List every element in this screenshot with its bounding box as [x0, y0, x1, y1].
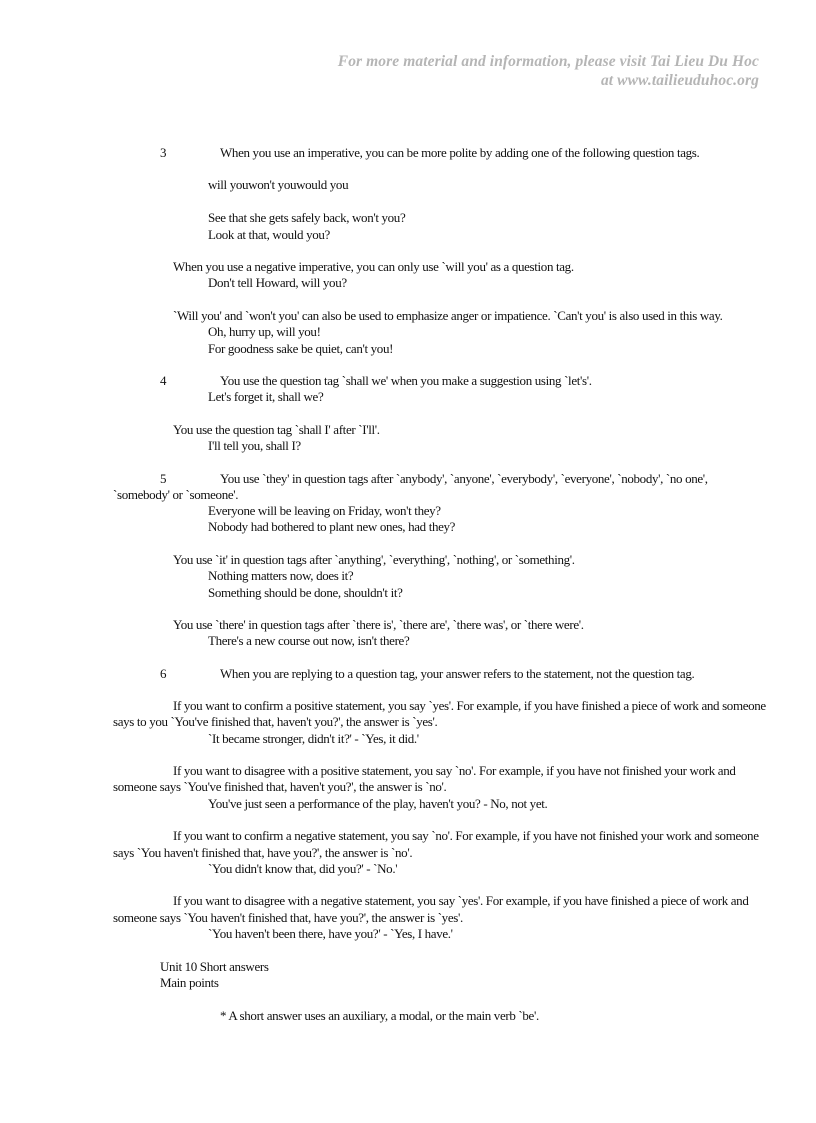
section-5-example-1: Everyone will be leaving on Friday, won't they? [208, 503, 441, 518]
section-6-para-4-line-1: If you want to disagree with a negative statement, you say `yes'. For example, if you have finished a piece of work and [173, 893, 749, 908]
section-4-number: 4 [160, 373, 167, 388]
section-6-para-2-line-1: If you want to disagree with a positive statement, you say `no'. For example, if you have not finished your work and [173, 763, 736, 778]
section-3-number: 3 [160, 145, 167, 160]
section-6-para-4-example: `You haven't been there, have you?' - `Yes, I have.' [208, 926, 453, 941]
section-6-para-3-line-2: says `You haven't finished that, have you?', the answer is `no'. [113, 845, 413, 860]
header-line-1: For more material and information, please visit Tai Lieu Du Hoc [337, 53, 759, 70]
section-4-rule-2: You use the question tag `shall I' after `I'll'. [173, 422, 380, 437]
section-6-para-1-line-2: says to you `You've finished that, haven't you?', the answer is `yes'. [113, 714, 438, 729]
section-4-example-1: Let's forget it, shall we? [208, 389, 324, 404]
section-6-para-3-line-1: If you want to confirm a negative statement, you say `no'. For example, if you have not finished your work and someone [173, 828, 759, 843]
header-line-2: at www.tailieuduhoc.org [600, 72, 759, 89]
section-3-tags: will youwon't youwould you [208, 177, 349, 192]
section-6-para-3-example: `You didn't know that, did you?' - `No.' [208, 861, 398, 876]
page-header [338, 52, 759, 90]
section-3-negative-example: Don't tell Howard, will you? [208, 275, 347, 290]
section-5-it-rule: You use `it' in question tags after `anything', `everything', `nothing', or `something'. [173, 552, 575, 567]
section-3-example-2: Look at that, would you? [208, 227, 330, 242]
section-6-para-1-example: `It became stronger, didn't it?' - `Yes, it did.' [208, 731, 419, 746]
section-3-example-1: See that she gets safely back, won't you? [208, 210, 406, 225]
unit-title: Unit 10 Short answers [160, 959, 269, 974]
section-6-intro: When you are replying to a question tag, your answer refers to the statement, not the question tag. [220, 666, 695, 681]
unit-subtitle: Main points [160, 975, 219, 990]
section-5-it-example-1: Nothing matters now, does it? [208, 568, 354, 583]
section-4-example-2: I'll tell you, shall I? [208, 438, 301, 453]
section-6-para-1-line-1: If you want to confirm a positive statement, you say `yes'. For example, if you have finished a piece of work and someone [173, 698, 766, 713]
section-3-negative-rule: When you use a negative imperative, you can only use `will you' as a question tag. [173, 259, 574, 274]
section-6-para-2-example: You've just seen a performance of the play, haven't you? - No, not yet. [208, 796, 548, 811]
section-5-number: 5 [160, 471, 167, 486]
section-5-there-example: There's a new course out now, isn't there? [208, 633, 410, 648]
section-5-intro-line-2: `somebody' or `someone'. [113, 487, 239, 502]
section-5-it-example-2: Something should be done, shouldn't it? [208, 585, 403, 600]
section-3-anger-example-1: Oh, hurry up, will you! [208, 324, 321, 339]
section-6-para-2-line-2: someone says `You've finished that, haven't you?', the answer is `no'. [113, 779, 447, 794]
section-3-anger-rule: `Will you' and `won't you' can also be used to emphasize anger or impatience. `Can't you' is also used in this way. [173, 308, 723, 323]
section-6-number: 6 [160, 666, 167, 681]
unit-point-1: * A short answer uses an auxiliary, a modal, or the main verb `be'. [220, 1008, 539, 1023]
section-5-example-2: Nobody had bothered to plant new ones, had they? [208, 519, 456, 534]
section-5-intro-line-1: You use `they' in question tags after `anybody', `anyone', `everybody', `everyone', `nobody', `no one', [220, 471, 708, 486]
section-3-anger-example-2: For goodness sake be quiet, can't you! [208, 341, 394, 356]
section-6-para-4-line-2: someone says `You haven't finished that, have you?', the answer is `yes'. [113, 910, 463, 925]
section-5-there-rule: You use `there' in question tags after `there is', `there are', `there was', or `there were'. [173, 617, 584, 632]
section-4-intro: You use the question tag `shall we' when you make a suggestion using `let's'. [220, 373, 592, 388]
section-3-intro: When you use an imperative, you can be more polite by adding one of the following question tags. [220, 145, 700, 160]
